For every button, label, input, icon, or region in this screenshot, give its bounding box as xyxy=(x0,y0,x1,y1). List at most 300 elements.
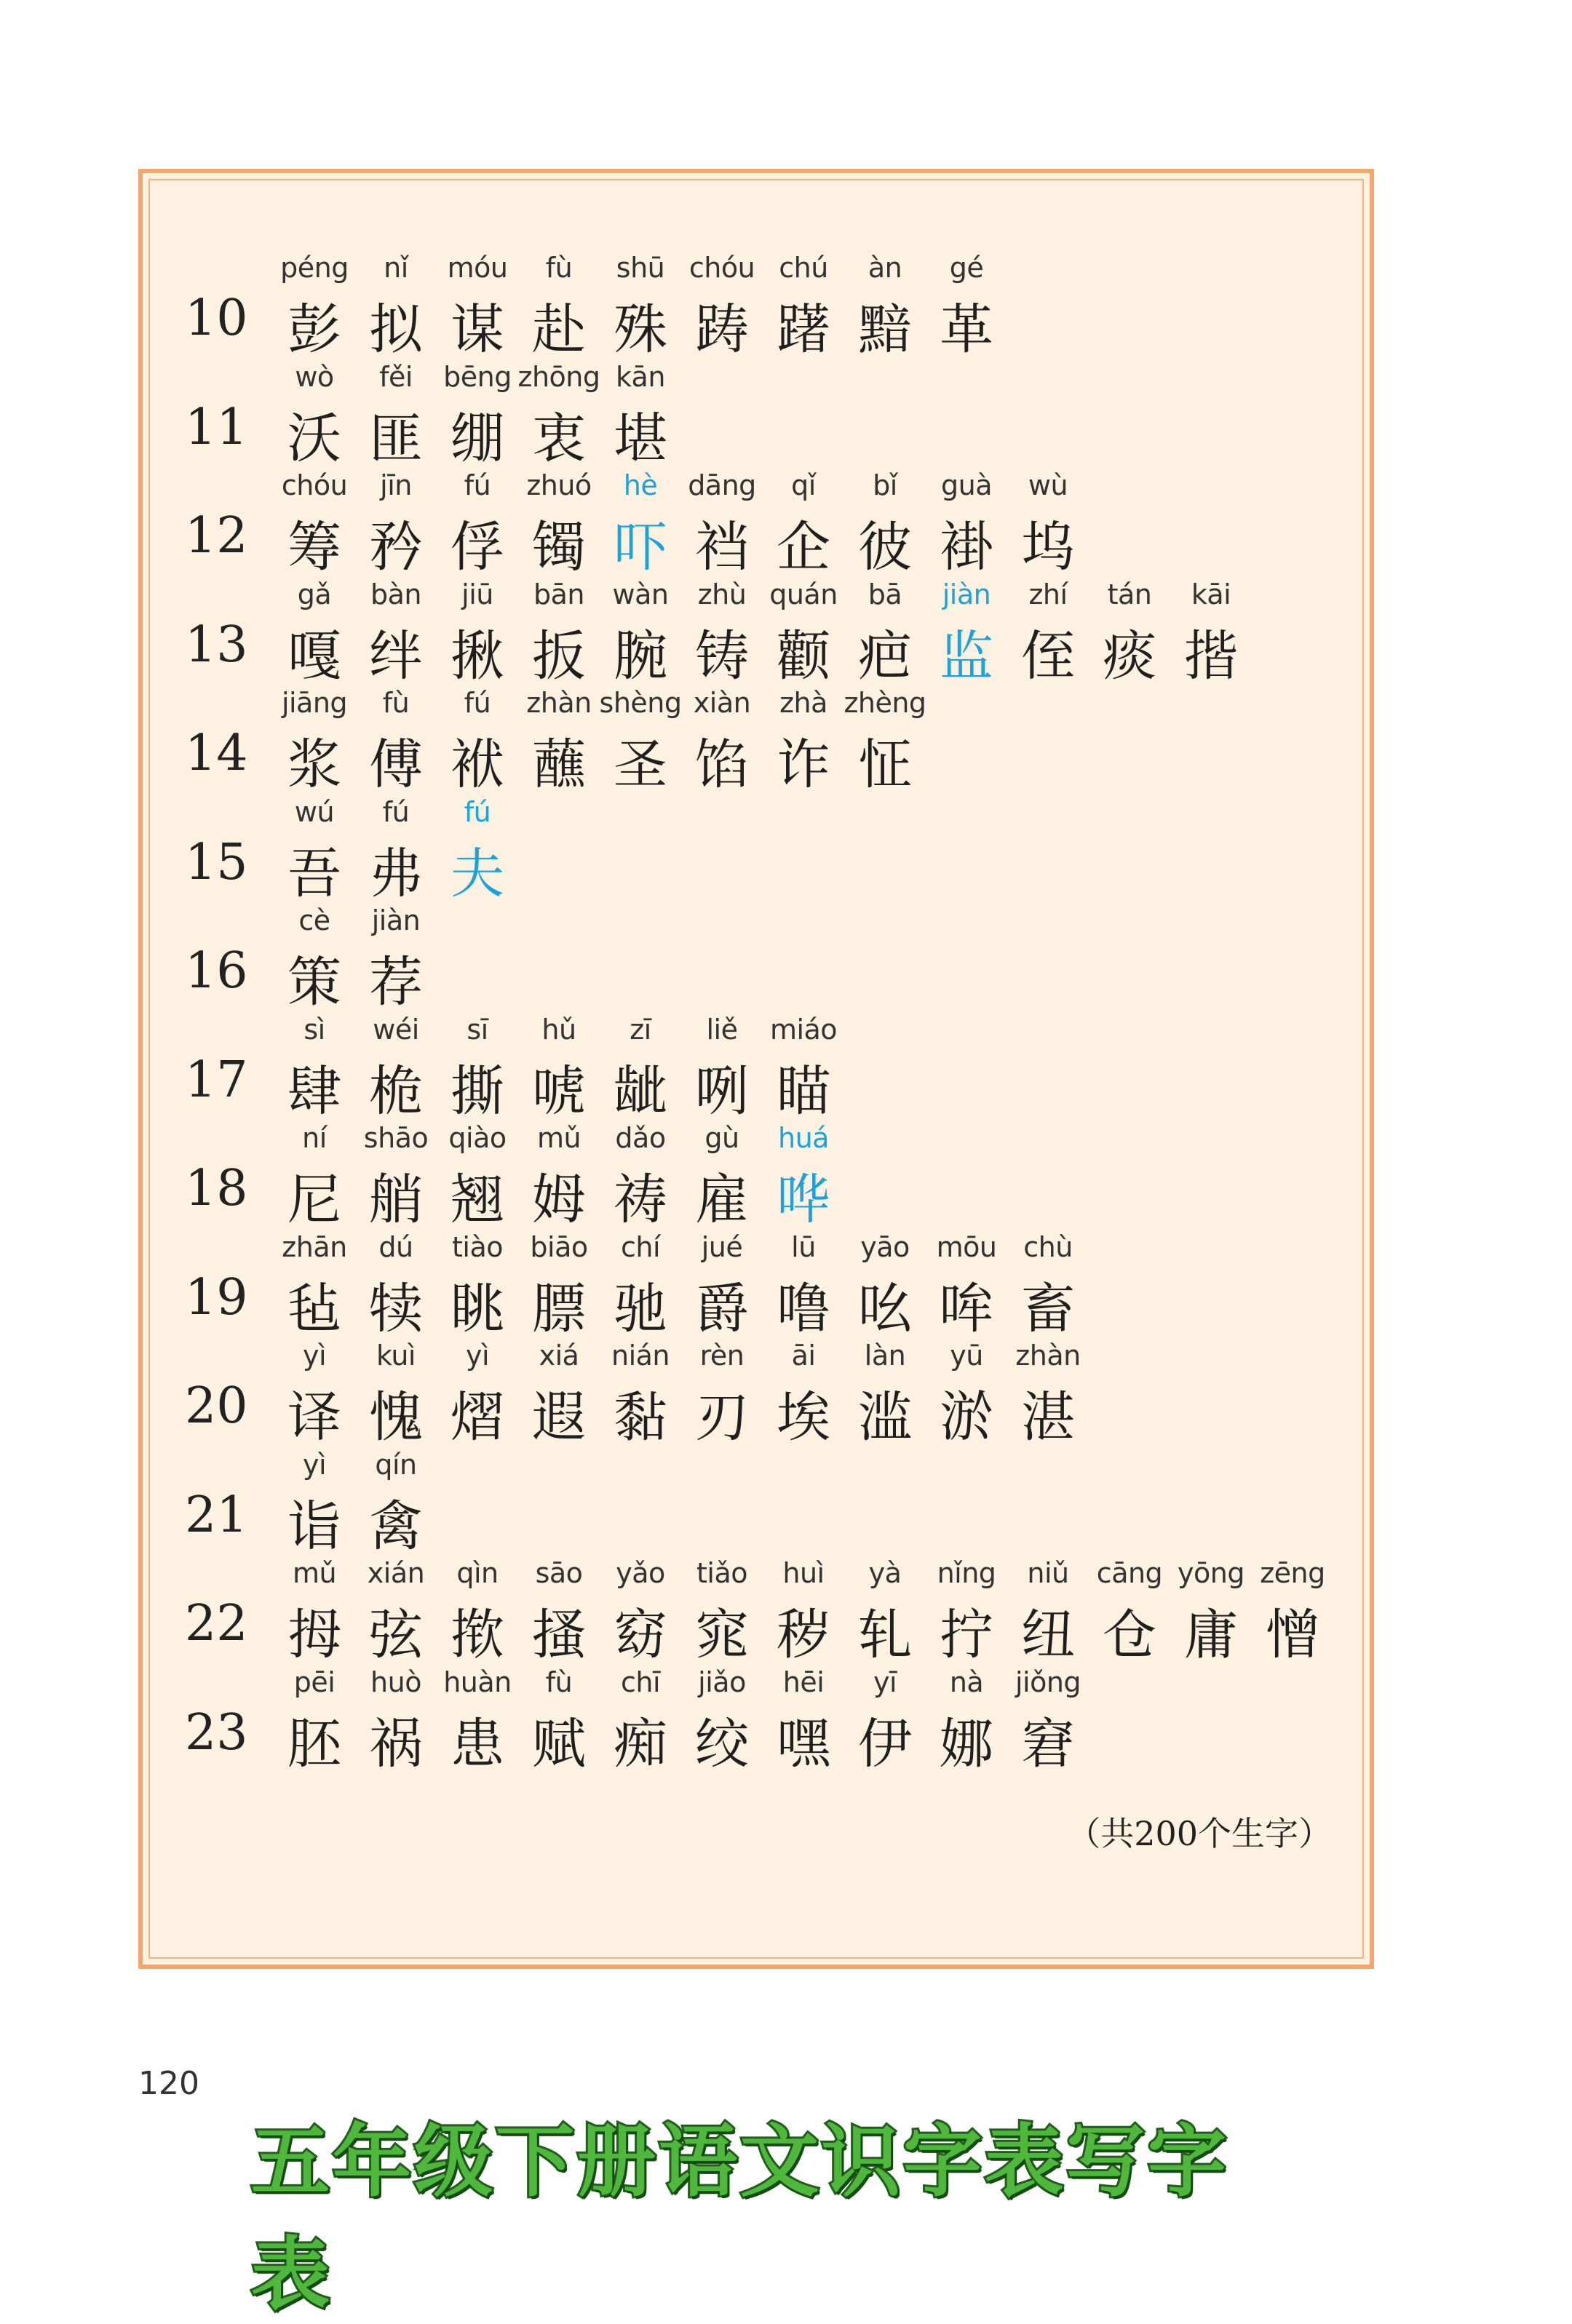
hanzi: 驰 xyxy=(614,1277,667,1340)
hanzi: 埃 xyxy=(777,1386,830,1449)
character-cell xyxy=(274,1449,355,1558)
character-cell xyxy=(355,687,437,796)
pinyin: zēng xyxy=(1260,1557,1325,1589)
pinyin: kāi xyxy=(1191,578,1231,610)
hanzi: 谋 xyxy=(450,298,504,361)
character-cell xyxy=(437,687,518,796)
hanzi: 吆 xyxy=(858,1277,912,1340)
pinyin: āi xyxy=(791,1340,816,1372)
character-cell xyxy=(274,687,355,796)
lesson-number: 15 xyxy=(185,833,248,891)
hanzi: 湛 xyxy=(1021,1386,1075,1449)
hanzi: 咧 xyxy=(695,1059,749,1123)
character-cell xyxy=(355,1340,437,1449)
pinyin: yì xyxy=(302,1340,327,1372)
pinyin: sì xyxy=(303,1013,325,1046)
hanzi: 尼 xyxy=(287,1169,341,1231)
lesson-number: 17 xyxy=(185,1051,248,1109)
pinyin: fù xyxy=(545,1666,573,1698)
pinyin: jiǎo xyxy=(698,1666,746,1698)
character-cell xyxy=(600,578,681,688)
hanzi: 姆 xyxy=(532,1169,586,1231)
pinyin: yū xyxy=(950,1340,983,1372)
character-cell xyxy=(518,687,600,796)
character-cell xyxy=(355,361,437,470)
character-cell xyxy=(926,578,1007,688)
character-cell xyxy=(1007,1666,1089,1775)
character-cell xyxy=(274,252,355,361)
character-cell xyxy=(600,687,681,796)
character-cell xyxy=(437,1666,518,1775)
hanzi: 爵 xyxy=(695,1277,749,1340)
pinyin: chù xyxy=(1023,1230,1073,1263)
hanzi: 踌 xyxy=(695,298,749,361)
pinyin: fěi xyxy=(379,360,413,393)
pinyin: xiá xyxy=(539,1340,579,1372)
pinyin: nǐ xyxy=(384,252,408,284)
hanzi: 弦 xyxy=(369,1604,423,1666)
pinyin: nián xyxy=(611,1340,670,1372)
pinyin: fú xyxy=(464,469,491,501)
pinyin: huò xyxy=(370,1666,421,1698)
pinyin: sī xyxy=(467,1013,488,1046)
character-cell xyxy=(681,1231,763,1340)
pinyin: zhù xyxy=(697,578,747,610)
hanzi: 祸 xyxy=(369,1712,423,1775)
hanzi: 夫 xyxy=(450,842,504,905)
hanzi: 绷 xyxy=(450,407,504,470)
hanzi: 译 xyxy=(287,1386,341,1449)
hanzi: 秽 xyxy=(777,1604,830,1666)
hanzi: 痰 xyxy=(1103,624,1156,688)
character-cell xyxy=(763,1014,844,1123)
lesson-number: 13 xyxy=(185,616,248,674)
hanzi: 肆 xyxy=(287,1059,341,1123)
pinyin: zhàn xyxy=(526,687,592,719)
pinyin: zhuó xyxy=(526,469,592,501)
pinyin: gé xyxy=(949,252,984,284)
lesson-row xyxy=(143,1557,1370,1666)
pinyin: hǔ xyxy=(541,1013,576,1046)
pinyin: shèng xyxy=(599,687,682,719)
character-cell xyxy=(763,1666,844,1775)
hanzi: 龇 xyxy=(614,1059,667,1123)
pinyin: jīn xyxy=(380,469,412,501)
pinyin: mǔ xyxy=(536,1122,581,1154)
pinyin: wù xyxy=(1028,469,1068,501)
hanzi: 镯 xyxy=(532,516,586,578)
hanzi: 袱 xyxy=(450,733,504,796)
lesson-number: 22 xyxy=(185,1595,248,1652)
hanzi: 祷 xyxy=(614,1169,667,1231)
pinyin: yà xyxy=(868,1557,902,1589)
character-cell xyxy=(355,252,437,361)
hanzi: 褂 xyxy=(940,516,993,578)
pinyin: jiāng xyxy=(281,687,348,719)
character-cell xyxy=(681,1557,763,1666)
pinyin: kān xyxy=(616,360,665,393)
character-cell xyxy=(518,1231,600,1340)
character-cell xyxy=(681,1122,763,1231)
hanzi: 禽 xyxy=(369,1495,423,1558)
hanzi: 匪 xyxy=(369,407,423,470)
character-cell xyxy=(518,578,600,688)
character-cell xyxy=(1007,1340,1089,1449)
hanzi: 娜 xyxy=(940,1712,993,1775)
pinyin: chú xyxy=(779,252,828,284)
character-cell xyxy=(518,1340,600,1449)
character-cell xyxy=(1007,1231,1089,1340)
hanzi: 拧 xyxy=(940,1604,993,1666)
pinyin: shāo xyxy=(363,1122,429,1154)
hanzi: 刃 xyxy=(695,1386,749,1449)
hanzi: 庸 xyxy=(1184,1604,1238,1666)
character-cell xyxy=(274,578,355,688)
lesson-number: 14 xyxy=(185,725,248,782)
pinyin: niǔ xyxy=(1027,1557,1069,1589)
hanzi: 揿 xyxy=(450,1604,504,1666)
pinyin: zhàn xyxy=(1015,1340,1081,1372)
pinyin: quán xyxy=(769,578,838,610)
hanzi: 翘 xyxy=(450,1169,504,1231)
character-cell xyxy=(681,252,763,361)
character-cell xyxy=(274,1122,355,1231)
character-cell xyxy=(518,1557,600,1666)
character-cell xyxy=(681,469,763,578)
pinyin: lū xyxy=(791,1230,816,1263)
hanzi: 唬 xyxy=(532,1059,586,1123)
character-cell xyxy=(518,252,600,361)
hanzi: 嘿 xyxy=(777,1712,830,1775)
lesson-row xyxy=(143,469,1370,578)
character-cell xyxy=(763,1340,844,1449)
pinyin: bān xyxy=(533,578,584,610)
hanzi: 艄 xyxy=(369,1169,423,1231)
hanzi: 黯 xyxy=(858,298,912,361)
character-cell xyxy=(926,1666,1007,1775)
hanzi: 裆 xyxy=(695,516,749,578)
lesson-number: 18 xyxy=(185,1160,248,1217)
hanzi: 噜 xyxy=(777,1277,830,1340)
character-cell xyxy=(844,469,926,578)
character-cell xyxy=(355,796,437,905)
pinyin: kuì xyxy=(376,1340,416,1372)
character-cell xyxy=(437,1231,518,1340)
pinyin: zhà xyxy=(779,687,827,719)
hanzi: 赴 xyxy=(532,298,586,361)
hanzi: 眺 xyxy=(450,1277,504,1340)
lesson-row xyxy=(143,361,1370,470)
hanzi: 堪 xyxy=(614,407,667,470)
character-cell xyxy=(763,578,844,688)
hanzi: 彭 xyxy=(287,298,341,361)
hanzi: 遐 xyxy=(532,1386,586,1449)
lesson-number: 20 xyxy=(185,1377,248,1435)
hanzi: 揩 xyxy=(1184,624,1238,688)
character-cell xyxy=(600,1557,681,1666)
hanzi: 窘 xyxy=(1021,1712,1075,1775)
hanzi: 怔 xyxy=(858,733,912,796)
character-cell xyxy=(681,687,763,796)
character-cell xyxy=(681,1014,763,1123)
character-cell xyxy=(518,1014,600,1123)
pinyin: chí xyxy=(620,1230,661,1263)
hanzi: 筹 xyxy=(287,516,341,578)
pinyin: cāng xyxy=(1096,1557,1163,1589)
character-cell xyxy=(518,1122,600,1231)
pinyin: mōu xyxy=(936,1230,997,1263)
pinyin: qìn xyxy=(456,1557,499,1589)
hanzi: 革 xyxy=(940,298,993,361)
hanzi: 诣 xyxy=(287,1495,341,1558)
lesson-number: 12 xyxy=(185,507,248,565)
pinyin: chóu xyxy=(281,469,348,501)
hanzi: 衷 xyxy=(532,407,586,470)
lesson-row xyxy=(143,252,1370,361)
character-cell xyxy=(926,1340,1007,1449)
lesson-number: 11 xyxy=(185,398,248,456)
pinyin: qǐ xyxy=(791,469,816,501)
lesson-row xyxy=(143,578,1370,688)
hanzi: 扳 xyxy=(532,624,586,688)
hanzi: 桅 xyxy=(369,1059,423,1123)
lesson-row xyxy=(143,1122,1370,1231)
pinyin: tiǎo xyxy=(696,1557,747,1589)
pinyin: qín xyxy=(375,1448,417,1481)
character-cell xyxy=(844,687,926,796)
hanzi: 馅 xyxy=(695,733,749,796)
pinyin: xián xyxy=(367,1557,425,1589)
character-cell xyxy=(681,578,763,688)
character-cell xyxy=(600,252,681,361)
pinyin: mǔ xyxy=(292,1557,337,1589)
pinyin: àn xyxy=(868,252,902,284)
pinyin: bǐ xyxy=(873,469,897,501)
lesson-row xyxy=(143,1449,1370,1558)
hanzi: 荐 xyxy=(369,951,423,1014)
character-cell xyxy=(1170,1557,1252,1666)
character-cell xyxy=(437,1014,518,1123)
pinyin: zhōng xyxy=(517,360,600,393)
hanzi: 蘸 xyxy=(532,733,586,796)
character-cell xyxy=(1007,469,1089,578)
hanzi: 痴 xyxy=(614,1712,667,1775)
character-cell xyxy=(600,361,681,470)
hanzi: 诈 xyxy=(777,733,830,796)
hanzi: 窈 xyxy=(614,1604,667,1666)
character-cell xyxy=(926,469,1007,578)
pinyin: fù xyxy=(545,252,573,284)
character-cell xyxy=(844,1340,926,1449)
pinyin: zhí xyxy=(1028,578,1068,610)
pinyin: qiào xyxy=(448,1122,507,1154)
character-cell xyxy=(763,687,844,796)
hanzi: 哗 xyxy=(777,1169,830,1231)
hanzi: 躇 xyxy=(777,298,830,361)
character-cell xyxy=(355,1449,437,1558)
hanzi: 犊 xyxy=(369,1277,423,1340)
character-cell xyxy=(355,1231,437,1340)
character-cell xyxy=(518,361,600,470)
hanzi: 伊 xyxy=(858,1712,912,1775)
lesson-number: 16 xyxy=(185,942,248,1000)
pinyin: bēng xyxy=(443,360,512,393)
pinyin: jiàn xyxy=(942,578,991,610)
character-cell xyxy=(926,1557,1007,1666)
pinyin: yāo xyxy=(860,1230,910,1263)
character-cell xyxy=(763,252,844,361)
pinyin: jiǒng xyxy=(1015,1666,1081,1698)
character-cell xyxy=(518,469,600,578)
character-cell xyxy=(600,1231,681,1340)
hanzi: 吓 xyxy=(614,516,667,578)
pinyin: wéi xyxy=(373,1013,419,1046)
pinyin: tán xyxy=(1107,578,1152,610)
hanzi: 俘 xyxy=(450,516,504,578)
pinyin: cè xyxy=(298,904,330,936)
pinyin: làn xyxy=(864,1340,906,1372)
lesson-row xyxy=(143,1014,1370,1123)
character-cell xyxy=(355,1666,437,1775)
hanzi: 黏 xyxy=(614,1386,667,1449)
hanzi: 瞄 xyxy=(777,1059,830,1123)
hanzi: 滥 xyxy=(858,1386,912,1449)
character-cell xyxy=(600,469,681,578)
hanzi: 吾 xyxy=(287,842,341,905)
pinyin: yī xyxy=(873,1666,897,1698)
hanzi: 熠 xyxy=(450,1386,504,1449)
character-cell xyxy=(681,1340,763,1449)
pinyin: dǎo xyxy=(615,1122,666,1154)
pinyin: wàn xyxy=(612,578,669,610)
pinyin: huì xyxy=(782,1557,825,1589)
hanzi: 毡 xyxy=(287,1277,341,1340)
pinyin: huá xyxy=(778,1122,829,1154)
pinyin: guà xyxy=(941,469,992,501)
lesson-number: 21 xyxy=(185,1486,248,1544)
character-cell xyxy=(355,469,437,578)
pinyin: zhèng xyxy=(843,687,926,719)
character-cell xyxy=(600,1340,681,1449)
pinyin: fú xyxy=(382,795,410,828)
character-cell xyxy=(1170,578,1252,688)
character-cell xyxy=(926,1231,1007,1340)
hanzi: 拇 xyxy=(287,1604,341,1666)
pinyin: fù xyxy=(382,687,410,719)
hanzi: 颧 xyxy=(777,624,830,688)
hanzi: 愧 xyxy=(369,1386,423,1449)
hanzi: 拟 xyxy=(369,298,423,361)
pinyin: ní xyxy=(302,1122,327,1154)
pinyin: bā xyxy=(868,578,902,610)
hanzi: 纽 xyxy=(1021,1604,1075,1666)
character-cell xyxy=(274,1340,355,1449)
hanzi: 傅 xyxy=(369,733,423,796)
pinyin: chóu xyxy=(688,252,755,284)
character-cell xyxy=(274,361,355,470)
pinyin: móu xyxy=(447,252,508,284)
hanzi: 畜 xyxy=(1021,1277,1075,1340)
lesson-row xyxy=(143,796,1370,905)
hanzi: 绞 xyxy=(695,1712,749,1775)
character-cell xyxy=(844,252,926,361)
hanzi: 胚 xyxy=(287,1712,341,1775)
character-cell xyxy=(763,469,844,578)
pinyin: dāng xyxy=(688,469,756,501)
page-number: 120 xyxy=(138,2065,199,2102)
hanzi: 企 xyxy=(777,516,830,578)
character-cell xyxy=(1007,1557,1089,1666)
character-cell xyxy=(355,904,437,1014)
character-cell xyxy=(1089,578,1170,688)
hanzi: 憎 xyxy=(1266,1604,1319,1666)
hanzi: 沃 xyxy=(287,407,341,470)
character-cell xyxy=(274,904,355,1014)
pinyin: xiàn xyxy=(693,687,751,719)
character-cell xyxy=(1007,578,1089,688)
character-cell xyxy=(844,1666,926,1775)
character-cell xyxy=(600,1014,681,1123)
character-cell xyxy=(763,1231,844,1340)
character-cell xyxy=(1252,1557,1333,1666)
character-table-frame xyxy=(138,169,1374,1969)
hanzi: 矜 xyxy=(369,516,423,578)
pinyin: liě xyxy=(706,1013,738,1046)
hanzi: 膘 xyxy=(532,1277,586,1340)
pinyin: zī xyxy=(630,1013,651,1046)
hanzi: 浆 xyxy=(287,733,341,796)
character-cell xyxy=(355,1122,437,1231)
pinyin: pēi xyxy=(293,1666,336,1698)
pinyin: yōng xyxy=(1178,1557,1244,1589)
pinyin: nà xyxy=(949,1666,984,1698)
lesson-row xyxy=(143,904,1370,1014)
hanzi: 窕 xyxy=(695,1604,749,1666)
pinyin: huàn xyxy=(443,1666,512,1698)
pinyin: dú xyxy=(378,1230,413,1263)
hanzi: 仓 xyxy=(1103,1604,1156,1666)
pinyin: yǎo xyxy=(616,1557,665,1589)
character-cell xyxy=(681,1666,763,1775)
pinyin: gù xyxy=(704,1122,739,1154)
hanzi: 绊 xyxy=(369,624,423,688)
pinyin: chī xyxy=(620,1666,661,1698)
hanzi: 撕 xyxy=(450,1059,504,1123)
character-cell xyxy=(437,1122,518,1231)
hanzi: 坞 xyxy=(1021,516,1075,578)
hanzi: 哞 xyxy=(940,1277,993,1340)
hanzi: 腕 xyxy=(614,624,667,688)
character-cell xyxy=(600,1666,681,1775)
pinyin: tiào xyxy=(452,1230,503,1263)
pinyin: jué xyxy=(701,1230,743,1263)
hanzi: 彼 xyxy=(858,516,912,578)
pinyin: fú xyxy=(464,687,491,719)
character-cell xyxy=(437,796,518,905)
lesson-number: 10 xyxy=(185,290,248,347)
hanzi: 铸 xyxy=(695,624,749,688)
character-cell xyxy=(437,361,518,470)
character-cell xyxy=(355,578,437,688)
pinyin: biāo xyxy=(530,1230,588,1263)
pinyin: yì xyxy=(465,1340,490,1372)
pinyin: fú xyxy=(464,795,491,828)
lesson-row xyxy=(143,1231,1370,1340)
pinyin: wò xyxy=(295,360,334,393)
character-cell xyxy=(437,578,518,688)
lesson-row xyxy=(143,687,1370,796)
pinyin: zhān xyxy=(282,1230,347,1263)
